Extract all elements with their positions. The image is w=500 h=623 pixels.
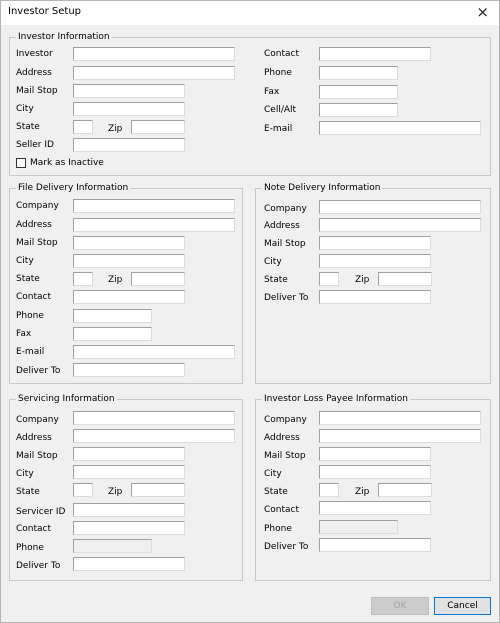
investor-zip-label: Zip <box>108 124 123 134</box>
investor-phone-field[interactable] <box>319 66 398 80</box>
note-address-field[interactable] <box>319 218 481 232</box>
title-bar <box>1 1 499 25</box>
loss-payee-title: Investor Loss Payee Information <box>264 394 409 404</box>
servicing-state-label: State <box>16 487 40 497</box>
investor-cell-field[interactable] <box>319 103 398 117</box>
servicing-address-field[interactable] <box>73 429 235 443</box>
servicing-contact-label: Contact <box>16 524 52 534</box>
file-fax-label: Fax <box>16 329 32 339</box>
servicing-contact-field[interactable] <box>73 521 185 535</box>
servicing-phone-label: Phone <box>16 543 44 553</box>
loss-payee-zip-label: Zip <box>355 487 370 497</box>
investor-sellerid-label: Seller ID <box>16 140 54 150</box>
loss-payee-company-label: Company <box>264 415 307 425</box>
file-mailstop-label: Mail Stop <box>16 238 58 248</box>
loss-payee-group <box>255 394 491 581</box>
note-mailstop-label: Mail Stop <box>264 239 306 249</box>
file-state-label: State <box>16 274 40 284</box>
file-deliverto-label: Deliver To <box>16 366 61 376</box>
note-company-label: Company <box>264 204 307 214</box>
loss-payee-city-label: City <box>264 469 282 479</box>
note-address-label: Address <box>264 221 300 231</box>
note-zip-label: Zip <box>355 275 370 285</box>
investor-email-label: E-mail <box>264 124 293 134</box>
cancel-button[interactable]: Cancel <box>434 597 491 615</box>
loss-payee-deliverto-label: Deliver To <box>264 542 309 552</box>
loss-payee-contact-field[interactable] <box>319 501 431 515</box>
servicing-servicerid-label: Servicer ID <box>16 507 66 517</box>
investor-name-field[interactable] <box>73 47 235 61</box>
note-mailstop-field[interactable] <box>319 236 431 250</box>
loss-payee-company-field[interactable] <box>319 411 481 425</box>
servicing-phone-field[interactable] <box>73 539 152 553</box>
investor-mailstop-label: Mail Stop <box>16 86 58 96</box>
file-contact-label: Contact <box>16 292 52 302</box>
investor-email-field[interactable] <box>319 121 481 135</box>
loss-payee-mailstop-field[interactable] <box>319 447 431 461</box>
servicing-mailstop-label: Mail Stop <box>16 451 58 461</box>
mark-inactive-label: Mark as Inactive <box>30 158 104 168</box>
file-fax-field[interactable] <box>73 327 152 341</box>
servicing-state-field[interactable] <box>73 483 93 497</box>
investor-contact-label: Contact <box>264 49 300 59</box>
file-delivery-title: File Delivery Information <box>18 183 129 193</box>
investor-sellerid-field[interactable] <box>73 138 185 152</box>
servicing-deliverto-field[interactable] <box>73 557 185 571</box>
file-email-field[interactable] <box>73 345 235 359</box>
loss-payee-phone-field[interactable] <box>319 520 398 534</box>
file-email-label: E-mail <box>16 347 45 357</box>
investor-phone-label: Phone <box>264 68 292 78</box>
file-zip-field[interactable] <box>131 272 185 286</box>
file-city-field[interactable] <box>73 254 185 268</box>
note-deliverto-field[interactable] <box>319 290 431 304</box>
servicing-zip-label: Zip <box>108 487 123 497</box>
investor-state-field[interactable] <box>73 120 93 134</box>
file-address-label: Address <box>16 220 52 230</box>
loss-payee-state-field[interactable] <box>319 483 339 497</box>
loss-payee-city-field[interactable] <box>319 465 431 479</box>
servicing-zip-field[interactable] <box>131 483 185 497</box>
note-zip-field[interactable] <box>378 272 432 286</box>
loss-payee-mailstop-label: Mail Stop <box>264 451 306 461</box>
note-state-label: State <box>264 275 288 285</box>
mark-inactive-checkbox[interactable] <box>16 158 26 168</box>
servicing-servicerid-field[interactable] <box>73 503 185 517</box>
investor-address-field[interactable] <box>73 66 235 80</box>
file-deliverto-field[interactable] <box>73 363 185 377</box>
investor-contact-field[interactable] <box>319 47 431 61</box>
servicing-mailstop-field[interactable] <box>73 447 185 461</box>
loss-payee-contact-label: Contact <box>264 505 300 515</box>
investor-city-label: City <box>16 104 34 114</box>
servicing-title: Servicing Information <box>18 394 115 404</box>
file-zip-label: Zip <box>108 275 123 285</box>
loss-payee-zip-field[interactable] <box>378 483 432 497</box>
note-state-field[interactable] <box>319 272 339 286</box>
file-city-label: City <box>16 256 34 266</box>
note-delivery-title: Note Delivery Information <box>264 183 381 193</box>
investor-cell-label: Cell/Alt <box>264 105 297 115</box>
servicing-group <box>9 394 243 581</box>
file-company-field[interactable] <box>73 199 235 213</box>
file-state-field[interactable] <box>73 272 93 286</box>
file-mailstop-field[interactable] <box>73 236 185 250</box>
note-city-field[interactable] <box>319 254 431 268</box>
loss-payee-address-label: Address <box>264 433 300 443</box>
file-company-label: Company <box>16 201 59 211</box>
loss-payee-state-label: State <box>264 487 288 497</box>
servicing-address-label: Address <box>16 433 52 443</box>
note-company-field[interactable] <box>319 200 481 214</box>
loss-payee-phone-label: Phone <box>264 524 292 534</box>
investor-state-label: State <box>16 122 40 132</box>
investor-zip-field[interactable] <box>131 120 185 134</box>
investor-fax-field[interactable] <box>319 85 398 99</box>
note-deliverto-label: Deliver To <box>264 293 309 303</box>
file-phone-label: Phone <box>16 311 44 321</box>
servicing-city-label: City <box>16 469 34 479</box>
investor-city-field[interactable] <box>73 102 185 116</box>
file-phone-field[interactable] <box>73 309 152 323</box>
investor-label: Investor <box>16 49 53 59</box>
loss-payee-deliverto-field[interactable] <box>319 538 431 552</box>
ok-button[interactable]: OK <box>371 597 429 615</box>
servicing-deliverto-label: Deliver To <box>16 561 61 571</box>
servicing-company-label: Company <box>16 415 59 425</box>
note-city-label: City <box>264 257 282 267</box>
loss-payee-address-field[interactable] <box>319 429 481 443</box>
servicing-company-field[interactable] <box>73 411 235 425</box>
investor-address-label: Address <box>16 68 52 78</box>
close-icon[interactable]: × <box>476 3 489 21</box>
servicing-city-field[interactable] <box>73 465 185 479</box>
window-title: Investor Setup <box>8 6 82 17</box>
file-contact-field[interactable] <box>73 290 185 304</box>
investor-mailstop-field[interactable] <box>73 84 185 98</box>
investor-information-title: Investor Information <box>18 32 110 42</box>
investor-fax-label: Fax <box>264 87 280 97</box>
file-address-field[interactable] <box>73 218 235 232</box>
